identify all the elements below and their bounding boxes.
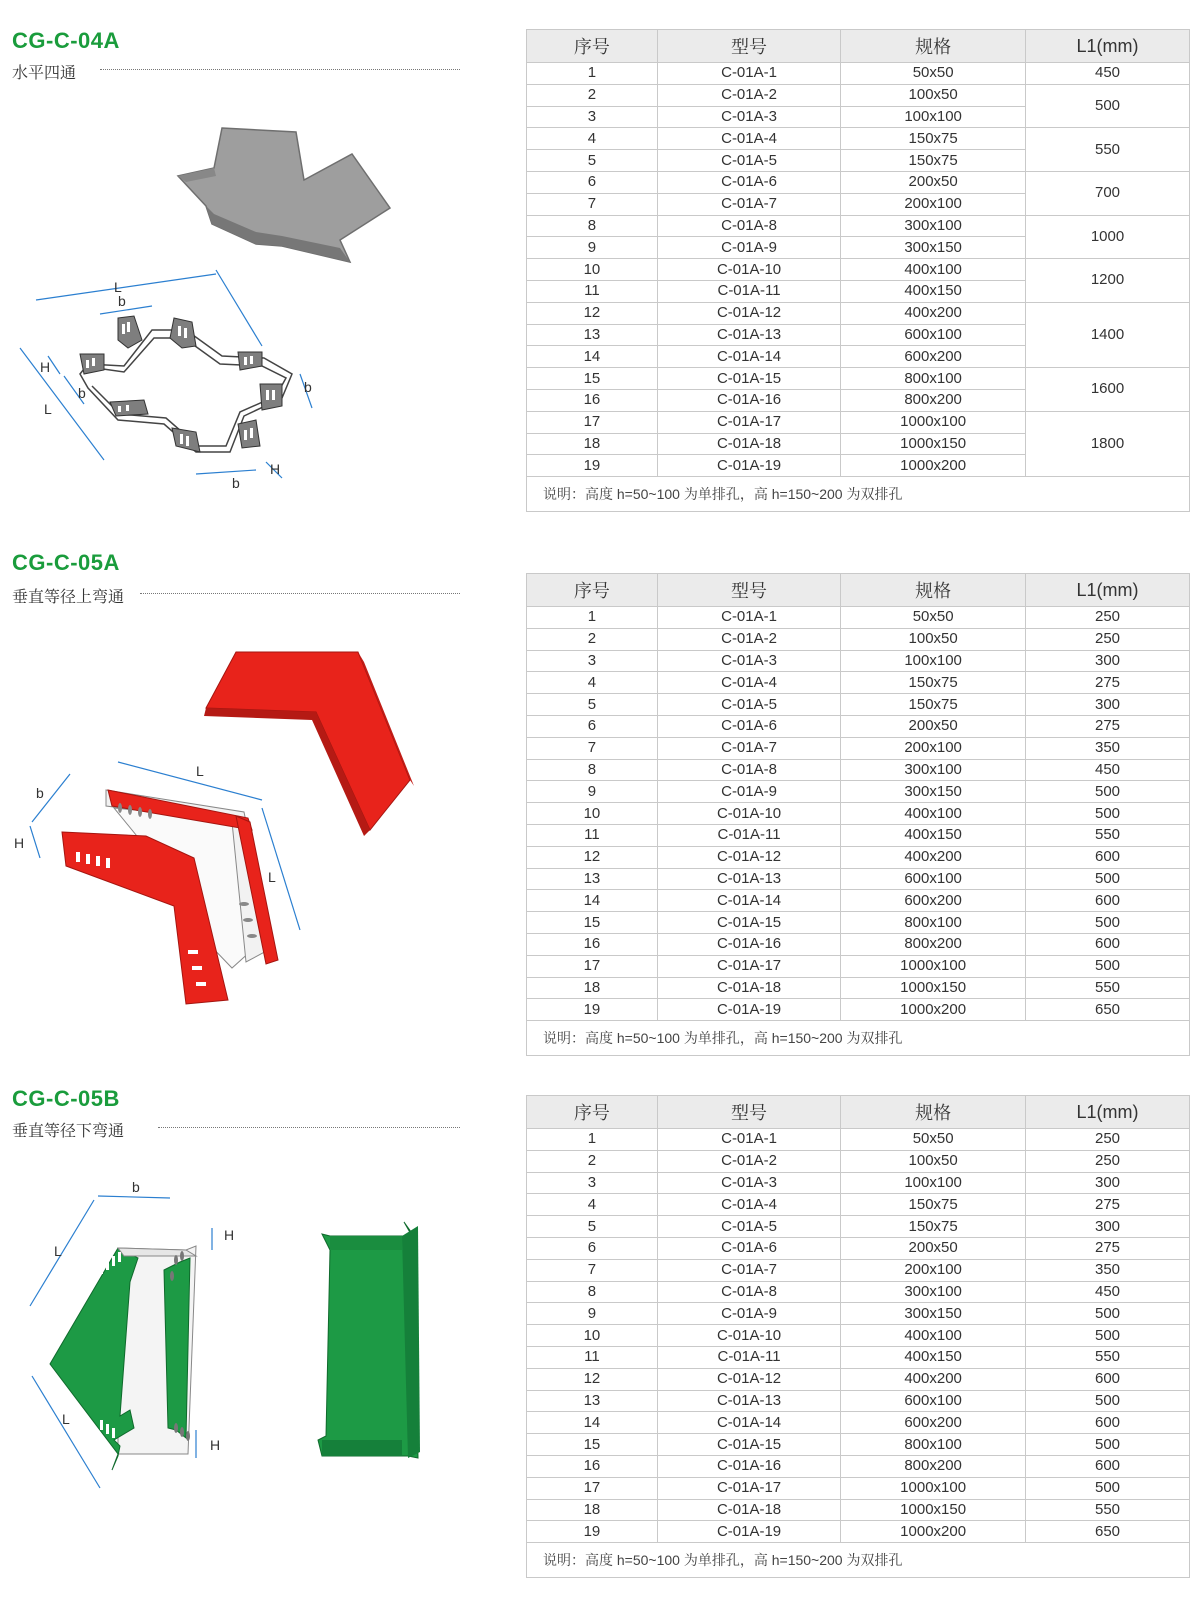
product-name: 水平四通 [12, 65, 77, 82]
spec-cell: 200x50 [841, 1237, 1026, 1259]
row-number: 13 [527, 324, 658, 346]
dim-label-H: H [40, 359, 51, 375]
model-cell: C-01A-18 [657, 1499, 840, 1521]
model-cell: C-01A-18 [657, 977, 840, 999]
model-cell: C-01A-12 [657, 302, 840, 324]
model-cell: C-01A-11 [657, 280, 840, 302]
downward-tray-top-rim [118, 1248, 196, 1256]
spec-cell: 600x100 [841, 1390, 1026, 1412]
spec-cell: 1000x200 [841, 455, 1026, 477]
spec-cell: 400x150 [841, 280, 1026, 302]
model-cell: C-01A-5 [657, 1216, 840, 1238]
table-note-row [527, 1543, 1190, 1578]
spec-cell: 200x100 [841, 1259, 1026, 1281]
row-number: 4 [527, 1194, 658, 1216]
l1-cell: 450 [1026, 63, 1190, 85]
row-number: 5 [527, 150, 658, 172]
l1-cell: 300 [1026, 1216, 1190, 1238]
l1-cell: 550 [1026, 1499, 1190, 1521]
l1-cell: 600 [1026, 1368, 1190, 1390]
spec-cell: 200x100 [841, 193, 1026, 215]
l1-cell: 275 [1026, 1237, 1190, 1259]
table-row [527, 1499, 1190, 1521]
table-row [527, 1325, 1190, 1347]
spec-cell: 150x75 [841, 150, 1026, 172]
l1-cell: 1000 [1026, 215, 1190, 259]
row-number: 2 [527, 628, 658, 650]
table-row [527, 1194, 1190, 1216]
spec-cell: 50x50 [841, 607, 1026, 629]
row-number: 9 [527, 781, 658, 803]
column-header: L1(mm) [1026, 1096, 1190, 1129]
spec-cell: 400x200 [841, 302, 1026, 324]
model-cell: C-01A-2 [657, 1150, 840, 1172]
row-number: 15 [527, 912, 658, 934]
table-row [527, 1412, 1190, 1434]
dim-label-b: b [304, 379, 312, 395]
model-cell: C-01A-9 [657, 1303, 840, 1325]
spec-cell: 300x100 [841, 759, 1026, 781]
table-row [527, 1477, 1190, 1499]
table-row [527, 1281, 1190, 1303]
row-number: 19 [527, 999, 658, 1021]
table-row [527, 1172, 1190, 1194]
spec-cell: 1000x100 [841, 411, 1026, 433]
spec-cell: 100x100 [841, 1172, 1026, 1194]
l1-cell: 250 [1026, 607, 1190, 629]
dim-label-b: b [232, 475, 240, 491]
l1-cell: 1200 [1026, 259, 1190, 303]
column-header: 规格 [841, 30, 1026, 63]
spec-cell: 200x50 [841, 171, 1026, 193]
model-cell: C-01A-13 [657, 1390, 840, 1412]
row-number: 6 [527, 1237, 658, 1259]
table-row [527, 1129, 1190, 1151]
l1-cell: 500 [1026, 803, 1190, 825]
row-number: 3 [527, 650, 658, 672]
spec-cell: 1000x200 [841, 1521, 1026, 1543]
spec-cell: 1000x150 [841, 433, 1026, 455]
model-cell: C-01A-18 [657, 433, 840, 455]
row-number: 8 [527, 1281, 658, 1303]
l1-cell: 500 [1026, 781, 1190, 803]
model-cell: C-01A-19 [657, 455, 840, 477]
row-number: 14 [527, 1412, 658, 1434]
spec-table-05b [526, 1095, 1190, 1578]
row-number: 7 [527, 1259, 658, 1281]
spec-cell: 400x100 [841, 1325, 1026, 1347]
product-code: CG-C-05A [12, 550, 120, 575]
model-cell: C-01A-13 [657, 324, 840, 346]
row-number: 5 [527, 1216, 658, 1238]
row-number: 9 [527, 1303, 658, 1325]
row-number: 17 [527, 955, 658, 977]
model-cell: C-01A-8 [657, 759, 840, 781]
model-cell: C-01A-11 [657, 1346, 840, 1368]
model-cell: C-01A-12 [657, 846, 840, 868]
dim-label-b: b [132, 1179, 140, 1195]
model-cell: C-01A-3 [657, 1172, 840, 1194]
l1-cell: 1800 [1026, 411, 1190, 476]
model-cell: C-01A-7 [657, 193, 840, 215]
model-cell: C-01A-1 [657, 1129, 840, 1151]
row-number: 9 [527, 237, 658, 259]
model-cell: C-01A-1 [657, 607, 840, 629]
spec-cell: 400x150 [841, 1346, 1026, 1368]
table-row [527, 1434, 1190, 1456]
spec-cell: 1000x200 [841, 999, 1026, 1021]
l1-cell: 500 [1026, 1434, 1190, 1456]
l1-cell: 250 [1026, 628, 1190, 650]
model-cell: C-01A-9 [657, 781, 840, 803]
row-number: 5 [527, 694, 658, 716]
row-number: 8 [527, 215, 658, 237]
model-cell: C-01A-16 [657, 933, 840, 955]
downward-side-wall-inner [164, 1258, 190, 1438]
row-number: 12 [527, 846, 658, 868]
l1-cell: 700 [1026, 171, 1190, 215]
row-number: 2 [527, 84, 658, 106]
l1-cell: 500 [1026, 912, 1190, 934]
product-name: 垂直等径上弯通 [12, 589, 125, 606]
model-cell: C-01A-6 [657, 715, 840, 737]
spec-cell: 1000x100 [841, 955, 1026, 977]
row-number: 15 [527, 368, 658, 390]
model-cell: C-01A-19 [657, 999, 840, 1021]
row-number: 12 [527, 302, 658, 324]
dim-label-H: H [224, 1227, 235, 1243]
spec-cell: 150x75 [841, 694, 1026, 716]
column-header: 序号 [527, 1096, 658, 1129]
l1-cell: 550 [1026, 977, 1190, 999]
l1-cell: 275 [1026, 1194, 1190, 1216]
spec-cell: 200x50 [841, 715, 1026, 737]
l1-cell: 550 [1026, 128, 1190, 172]
dim-label-b: b [36, 785, 44, 801]
downward-cover-edge [330, 1236, 402, 1250]
table-row [527, 1455, 1190, 1477]
row-number: 18 [527, 977, 658, 999]
row-number: 1 [527, 607, 658, 629]
l1-cell: 500 [1026, 1477, 1190, 1499]
model-cell: C-01A-8 [657, 1281, 840, 1303]
model-cell: C-01A-8 [657, 215, 840, 237]
spec-cell: 600x100 [841, 324, 1026, 346]
table-row [527, 1237, 1190, 1259]
l1-cell: 1400 [1026, 302, 1190, 367]
spec-cell: 100x50 [841, 84, 1026, 106]
row-number: 7 [527, 737, 658, 759]
row-number: 13 [527, 1390, 658, 1412]
row-number: 18 [527, 433, 658, 455]
spec-cell: 600x200 [841, 890, 1026, 912]
dim-label-b: b [78, 385, 86, 401]
spec-cell: 100x50 [841, 1150, 1026, 1172]
l1-cell: 600 [1026, 846, 1190, 868]
spec-cell: 400x150 [841, 824, 1026, 846]
table-note: 说明：高度 h=50~100 为单排孔，高 h=150~200 为双排孔 [527, 1021, 1190, 1056]
spec-cell: 600x200 [841, 1412, 1026, 1434]
spec-cell: 200x100 [841, 737, 1026, 759]
row-number: 15 [527, 1434, 658, 1456]
row-number: 2 [527, 1150, 658, 1172]
spec-cell: 150x75 [841, 672, 1026, 694]
l1-cell: 275 [1026, 715, 1190, 737]
row-number: 10 [527, 803, 658, 825]
spec-cell: 300x150 [841, 237, 1026, 259]
row-number: 7 [527, 193, 658, 215]
l1-cell: 500 [1026, 84, 1190, 128]
dim-label-L: L [268, 869, 276, 885]
table-row [527, 1368, 1190, 1390]
model-cell: C-01A-1 [657, 63, 840, 85]
model-cell: C-01A-6 [657, 1237, 840, 1259]
row-number: 14 [527, 346, 658, 368]
column-header: 规格 [841, 574, 1026, 607]
spec-cell: 400x200 [841, 846, 1026, 868]
spec-cell: 50x50 [841, 63, 1026, 85]
dim-label-L: L [54, 1243, 62, 1259]
row-number: 11 [527, 280, 658, 302]
row-number: 19 [527, 1521, 658, 1543]
l1-cell: 275 [1026, 672, 1190, 694]
spec-cell: 300x100 [841, 1281, 1026, 1303]
row-number: 6 [527, 715, 658, 737]
model-cell: C-01A-4 [657, 672, 840, 694]
row-number: 4 [527, 128, 658, 150]
model-cell: C-01A-10 [657, 803, 840, 825]
l1-cell: 300 [1026, 694, 1190, 716]
row-number: 10 [527, 1325, 658, 1347]
row-number: 4 [527, 672, 658, 694]
spec-cell: 800x200 [841, 1455, 1026, 1477]
dim-label-H: H [270, 461, 281, 477]
row-number: 11 [527, 1346, 658, 1368]
l1-cell: 600 [1026, 1455, 1190, 1477]
dim-label-L: L [196, 763, 204, 779]
spec-cell: 600x200 [841, 346, 1026, 368]
model-cell: C-01A-5 [657, 150, 840, 172]
spec-cell: 800x200 [841, 933, 1026, 955]
l1-cell: 550 [1026, 824, 1190, 846]
column-header: 型号 [657, 574, 840, 607]
table-row [527, 1150, 1190, 1172]
row-number: 6 [527, 171, 658, 193]
column-header: 规格 [841, 1096, 1026, 1129]
l1-cell: 550 [1026, 1346, 1190, 1368]
downward-cover-edge [322, 1440, 402, 1456]
model-cell: C-01A-17 [657, 955, 840, 977]
spec-cell: 400x100 [841, 259, 1026, 281]
l1-cell: 250 [1026, 1150, 1190, 1172]
model-cell: C-01A-16 [657, 389, 840, 411]
product-code: CG-C-04A [12, 28, 120, 53]
spec-cell: 150x75 [841, 1216, 1026, 1238]
spec-cell: 800x200 [841, 389, 1026, 411]
row-number: 17 [527, 411, 658, 433]
l1-cell: 300 [1026, 1172, 1190, 1194]
model-cell: C-01A-11 [657, 824, 840, 846]
row-number: 12 [527, 1368, 658, 1390]
table-note: 说明：高度 h=50~100 为单排孔，高 h=150~200 为双排孔 [527, 477, 1190, 512]
l1-cell: 600 [1026, 1412, 1190, 1434]
model-cell: C-01A-4 [657, 1194, 840, 1216]
l1-cell: 450 [1026, 759, 1190, 781]
table-row [527, 1216, 1190, 1238]
model-cell: C-01A-14 [657, 890, 840, 912]
spec-cell: 150x75 [841, 1194, 1026, 1216]
downward-bend-figure [0, 0, 520, 1600]
row-number: 14 [527, 890, 658, 912]
product-name: 垂直等径下弯通 [12, 1123, 125, 1140]
dim-label-b: b [118, 293, 126, 309]
table-row [527, 1259, 1190, 1281]
spec-cell: 800x100 [841, 1434, 1026, 1456]
model-cell: C-01A-10 [657, 1325, 840, 1347]
l1-cell: 650 [1026, 1521, 1190, 1543]
model-cell: C-01A-5 [657, 694, 840, 716]
model-cell: C-01A-4 [657, 128, 840, 150]
row-number: 3 [527, 106, 658, 128]
spec-cell: 300x150 [841, 781, 1026, 803]
spec-cell: 50x50 [841, 1129, 1026, 1151]
model-cell: C-01A-10 [657, 259, 840, 281]
row-number: 3 [527, 1172, 658, 1194]
l1-cell: 450 [1026, 1281, 1190, 1303]
model-cell: C-01A-7 [657, 737, 840, 759]
spec-cell: 1000x150 [841, 1499, 1026, 1521]
spec-cell: 1000x100 [841, 1477, 1026, 1499]
row-number: 8 [527, 759, 658, 781]
model-cell: C-01A-6 [657, 171, 840, 193]
table-row [527, 1303, 1190, 1325]
spec-cell: 1000x150 [841, 977, 1026, 999]
table-note: 说明：高度 h=50~100 为单排孔，高 h=150~200 为双排孔 [527, 1543, 1190, 1578]
column-header: 型号 [657, 1096, 840, 1129]
l1-cell: 650 [1026, 999, 1190, 1021]
table-row [527, 1390, 1190, 1412]
model-cell: C-01A-17 [657, 1477, 840, 1499]
model-cell: C-01A-13 [657, 868, 840, 890]
spec-cell: 150x75 [841, 128, 1026, 150]
row-number: 18 [527, 1499, 658, 1521]
row-number: 19 [527, 455, 658, 477]
column-header: L1(mm) [1026, 574, 1190, 607]
table-row [527, 1346, 1190, 1368]
dim-label-H: H [210, 1437, 221, 1453]
model-cell: C-01A-14 [657, 1412, 840, 1434]
model-cell: C-01A-2 [657, 84, 840, 106]
l1-cell: 350 [1026, 737, 1190, 759]
l1-cell: 500 [1026, 868, 1190, 890]
table-row [527, 1521, 1190, 1543]
dim-label-L: L [62, 1411, 70, 1427]
spec-cell: 100x50 [841, 628, 1026, 650]
l1-cell: 300 [1026, 650, 1190, 672]
dim-label-H: H [14, 835, 25, 851]
l1-cell: 500 [1026, 955, 1190, 977]
spec-cell: 800x100 [841, 912, 1026, 934]
model-cell: C-01A-9 [657, 237, 840, 259]
model-cell: C-01A-3 [657, 650, 840, 672]
model-cell: C-01A-15 [657, 912, 840, 934]
l1-cell: 350 [1026, 1259, 1190, 1281]
spec-cell: 300x150 [841, 1303, 1026, 1325]
model-cell: C-01A-15 [657, 1434, 840, 1456]
model-cell: C-01A-7 [657, 1259, 840, 1281]
dim-label-L: L [114, 279, 122, 295]
l1-cell: 500 [1026, 1303, 1190, 1325]
model-cell: C-01A-15 [657, 368, 840, 390]
row-number: 1 [527, 63, 658, 85]
spec-cell: 800x100 [841, 368, 1026, 390]
model-cell: C-01A-14 [657, 346, 840, 368]
l1-cell: 600 [1026, 933, 1190, 955]
l1-cell: 500 [1026, 1390, 1190, 1412]
l1-cell: 250 [1026, 1129, 1190, 1151]
row-number: 13 [527, 868, 658, 890]
row-number: 11 [527, 824, 658, 846]
row-number: 16 [527, 389, 658, 411]
spec-cell: 400x100 [841, 803, 1026, 825]
l1-cell: 1600 [1026, 368, 1190, 412]
model-cell: C-01A-19 [657, 1521, 840, 1543]
product-code: CG-C-05B [12, 1086, 120, 1111]
row-number: 1 [527, 1129, 658, 1151]
model-cell: C-01A-12 [657, 1368, 840, 1390]
model-cell: C-01A-3 [657, 106, 840, 128]
row-number: 17 [527, 1477, 658, 1499]
spec-cell: 100x100 [841, 106, 1026, 128]
table-header-row [527, 1096, 1190, 1129]
dim-label-L: L [44, 401, 52, 417]
model-cell: C-01A-2 [657, 628, 840, 650]
spec-cell: 400x200 [841, 1368, 1026, 1390]
l1-cell: 600 [1026, 890, 1190, 912]
column-header: 序号 [527, 574, 658, 607]
model-cell: C-01A-17 [657, 411, 840, 433]
spec-cell: 100x100 [841, 650, 1026, 672]
row-number: 16 [527, 1455, 658, 1477]
spec-cell: 300x100 [841, 215, 1026, 237]
column-header: L1(mm) [1026, 30, 1190, 63]
model-cell: C-01A-16 [657, 1455, 840, 1477]
row-number: 10 [527, 259, 658, 281]
column-header: 型号 [657, 30, 840, 63]
spec-cell: 600x100 [841, 868, 1026, 890]
l1-cell: 500 [1026, 1325, 1190, 1347]
row-number: 16 [527, 933, 658, 955]
column-header: 序号 [527, 30, 658, 63]
